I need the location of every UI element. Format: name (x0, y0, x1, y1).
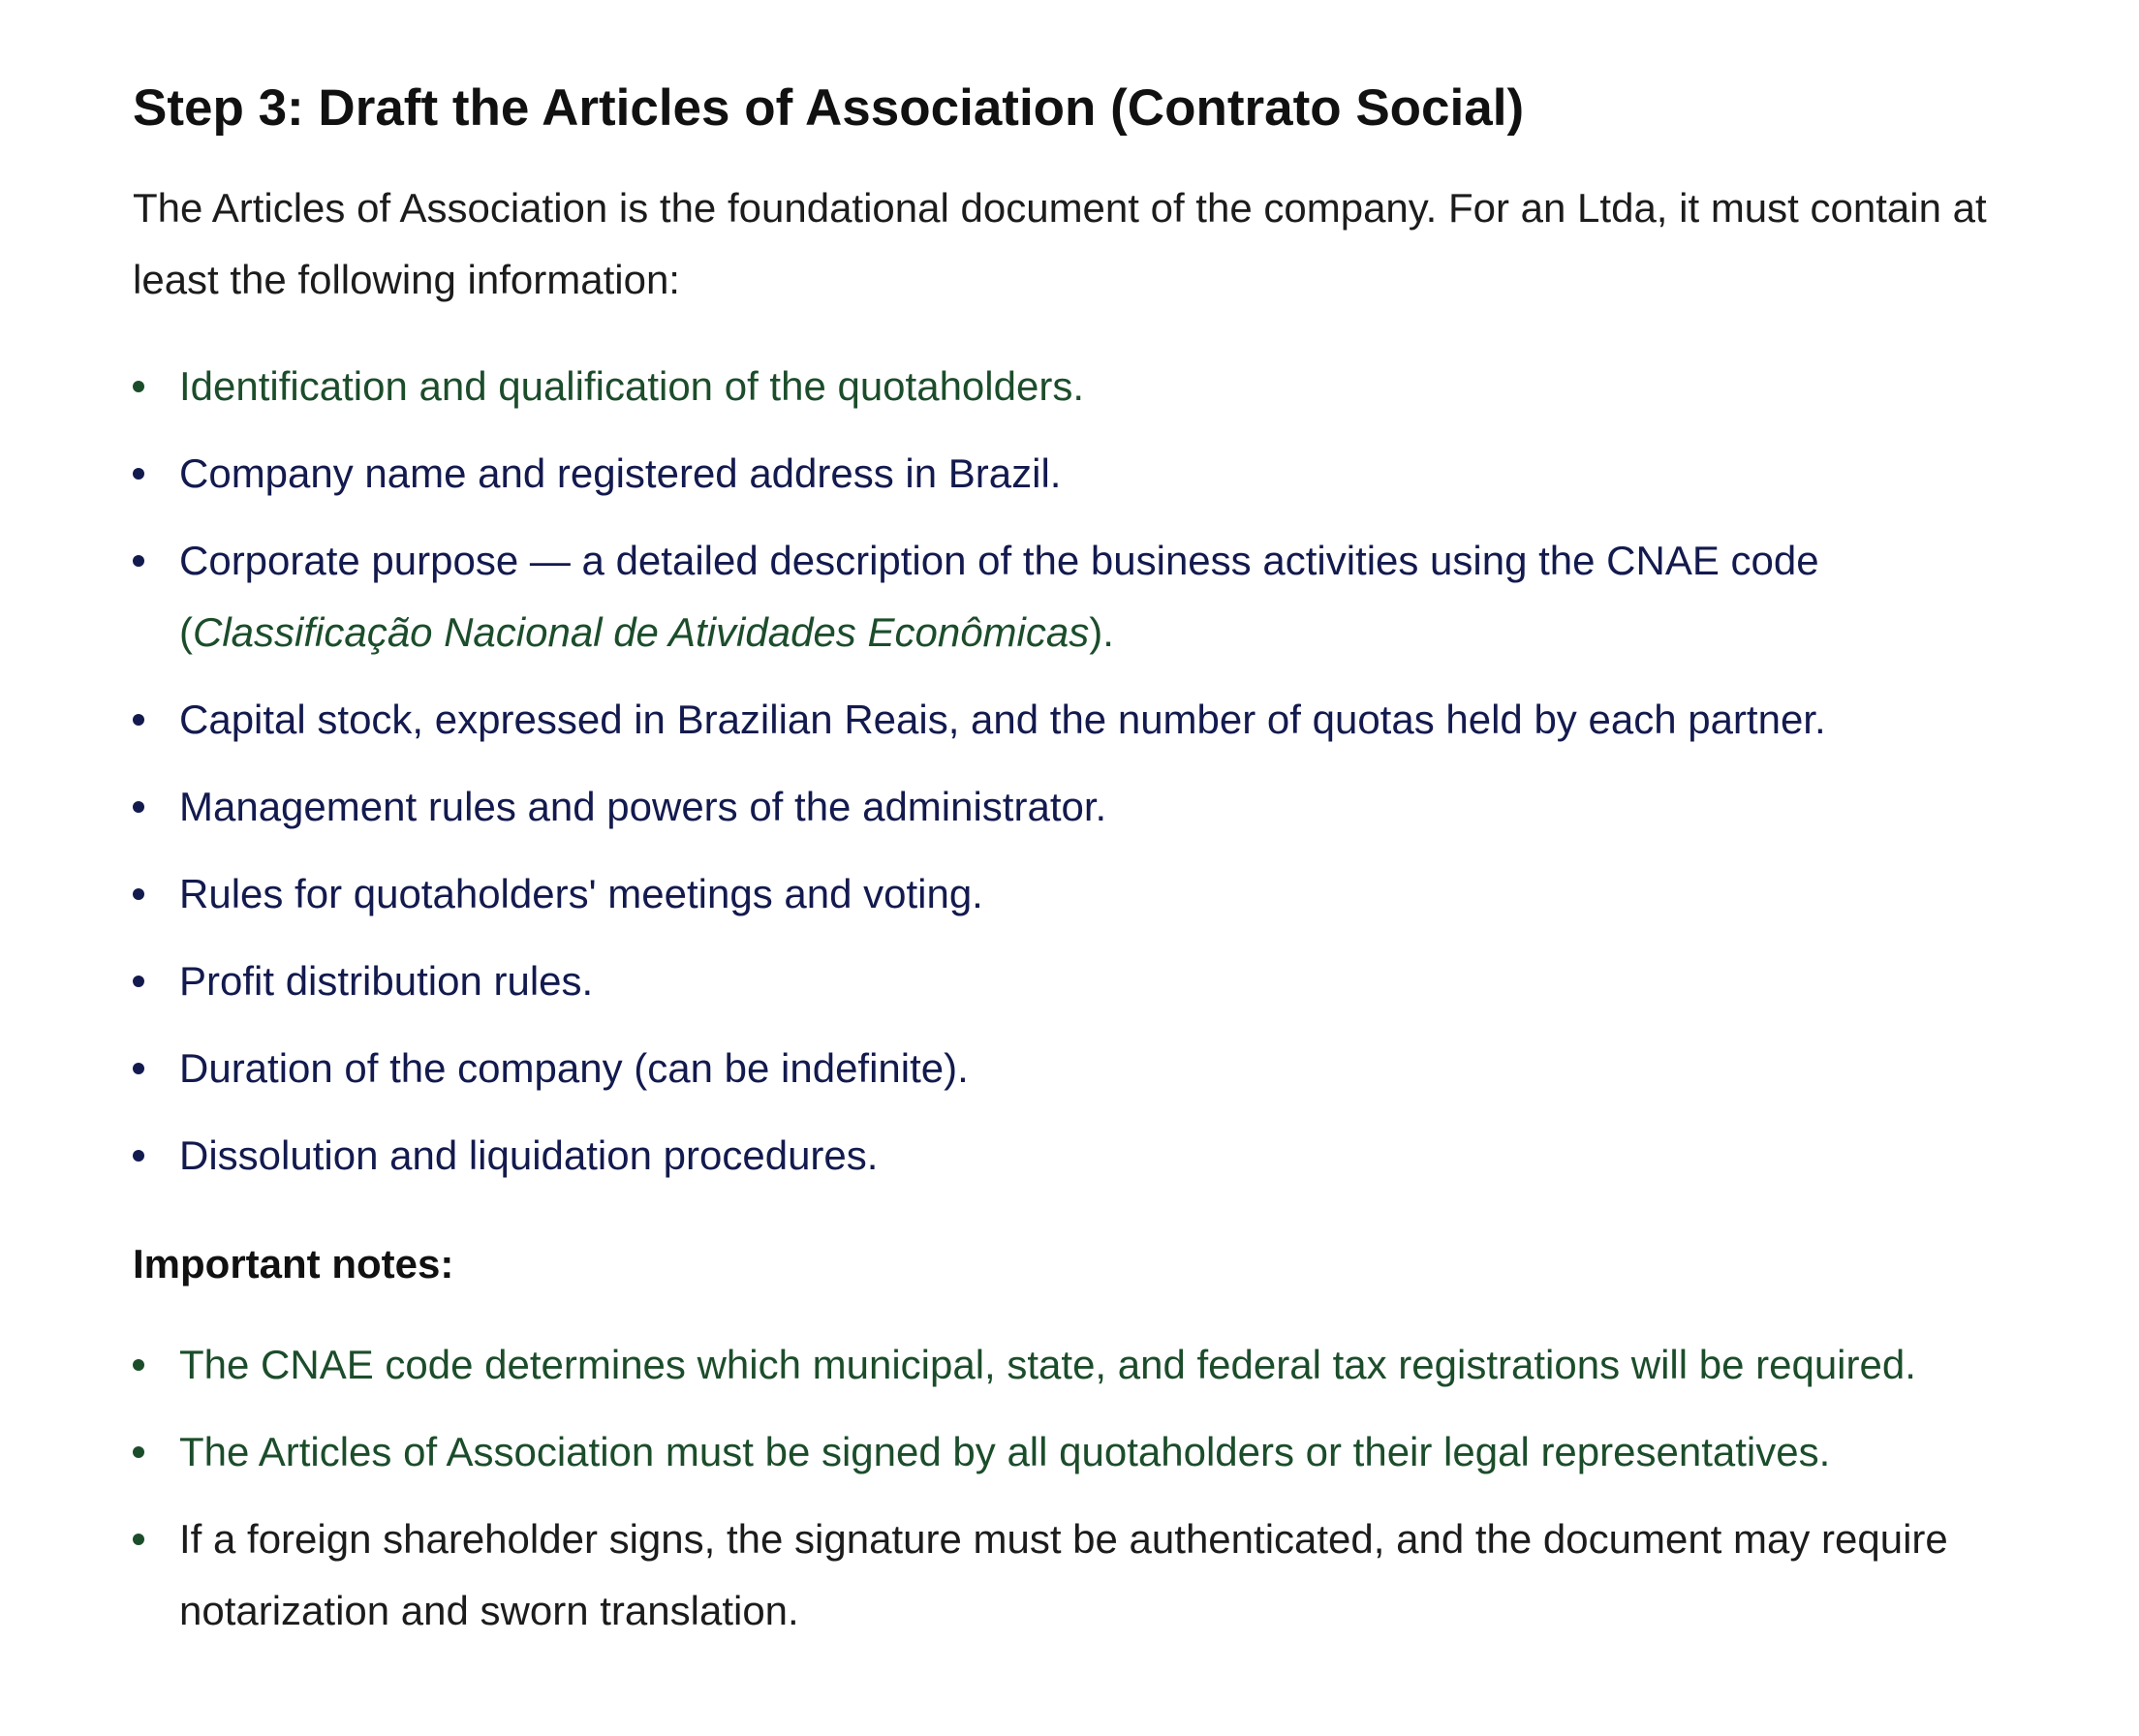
list-item-text: Dissolution and liquidation procedures. (179, 1132, 879, 1178)
requirements-list (133, 351, 2042, 1192)
list-item-text: The CNAE code determines which municipal, state, and federal tax registrations will be required. (179, 1342, 1916, 1387)
notes-heading: Important notes: (133, 1241, 454, 1286)
list-item-text: Duration of the company (can be indefinite). (179, 1045, 969, 1091)
bullet-icon (133, 714, 144, 726)
notes-list (133, 1329, 2042, 1647)
cnae-expansion: (Classificação Nacional de Atividades Econômicas). (179, 609, 1114, 655)
list-item-text: The Articles of Association must be signed by all quotaholders or their legal representatives. (179, 1429, 1831, 1474)
list-item-text: Corporate purpose — a detailed description of the business activities using the CNAE code (179, 538, 1819, 583)
bullet-icon (133, 1063, 144, 1074)
list-item-text: Identification and qualification of the quotaholders. (179, 363, 1084, 409)
cnae-italic-text: Classificação Nacional de Atividades Econômicas (193, 609, 1090, 655)
bullet-icon (133, 1446, 144, 1458)
list-item (133, 1120, 2042, 1192)
list-item (133, 684, 2042, 756)
list-item-text: Rules for quotaholders' meetings and voting. (179, 871, 983, 916)
intro-paragraph: The Articles of Association is the foundational document of the company. For an Ltda, it must contain at least the following information: (133, 185, 1987, 302)
list-item (133, 1329, 2042, 1401)
list-item (133, 1416, 2042, 1488)
list-item (133, 1033, 2042, 1104)
list-item (133, 438, 2042, 510)
list-item-text: If a foreign shareholder signs, the signature must be authenticated, and the document may require notarization and sworn translation. (179, 1516, 1948, 1633)
bullet-icon (133, 468, 144, 480)
bullet-icon (133, 1150, 144, 1162)
bullet-icon (133, 801, 144, 813)
list-item (133, 771, 2042, 843)
list-item (133, 1504, 2042, 1647)
list-item-text: Capital stock, expressed in Brazilian Reais, and the number of quotas held by each partner. (179, 697, 1826, 742)
bullet-icon (133, 1534, 144, 1545)
list-item (133, 525, 2042, 668)
list-item-text: Profit distribution rules. (179, 958, 594, 1004)
list-item (133, 946, 2042, 1017)
bullet-icon (133, 555, 144, 567)
section-heading: Step 3: Draft the Articles of Association (Contrato Social) (133, 79, 1525, 137)
bullet-icon (133, 1359, 144, 1371)
list-item (133, 351, 2042, 422)
bullet-icon (133, 976, 144, 987)
list-item-text: Company name and registered address in Brazil. (179, 450, 1062, 496)
list-item-text: Management rules and powers of the administrator. (179, 784, 1107, 829)
bullet-icon (133, 381, 144, 392)
bullet-icon (133, 888, 144, 900)
list-item (133, 858, 2042, 930)
